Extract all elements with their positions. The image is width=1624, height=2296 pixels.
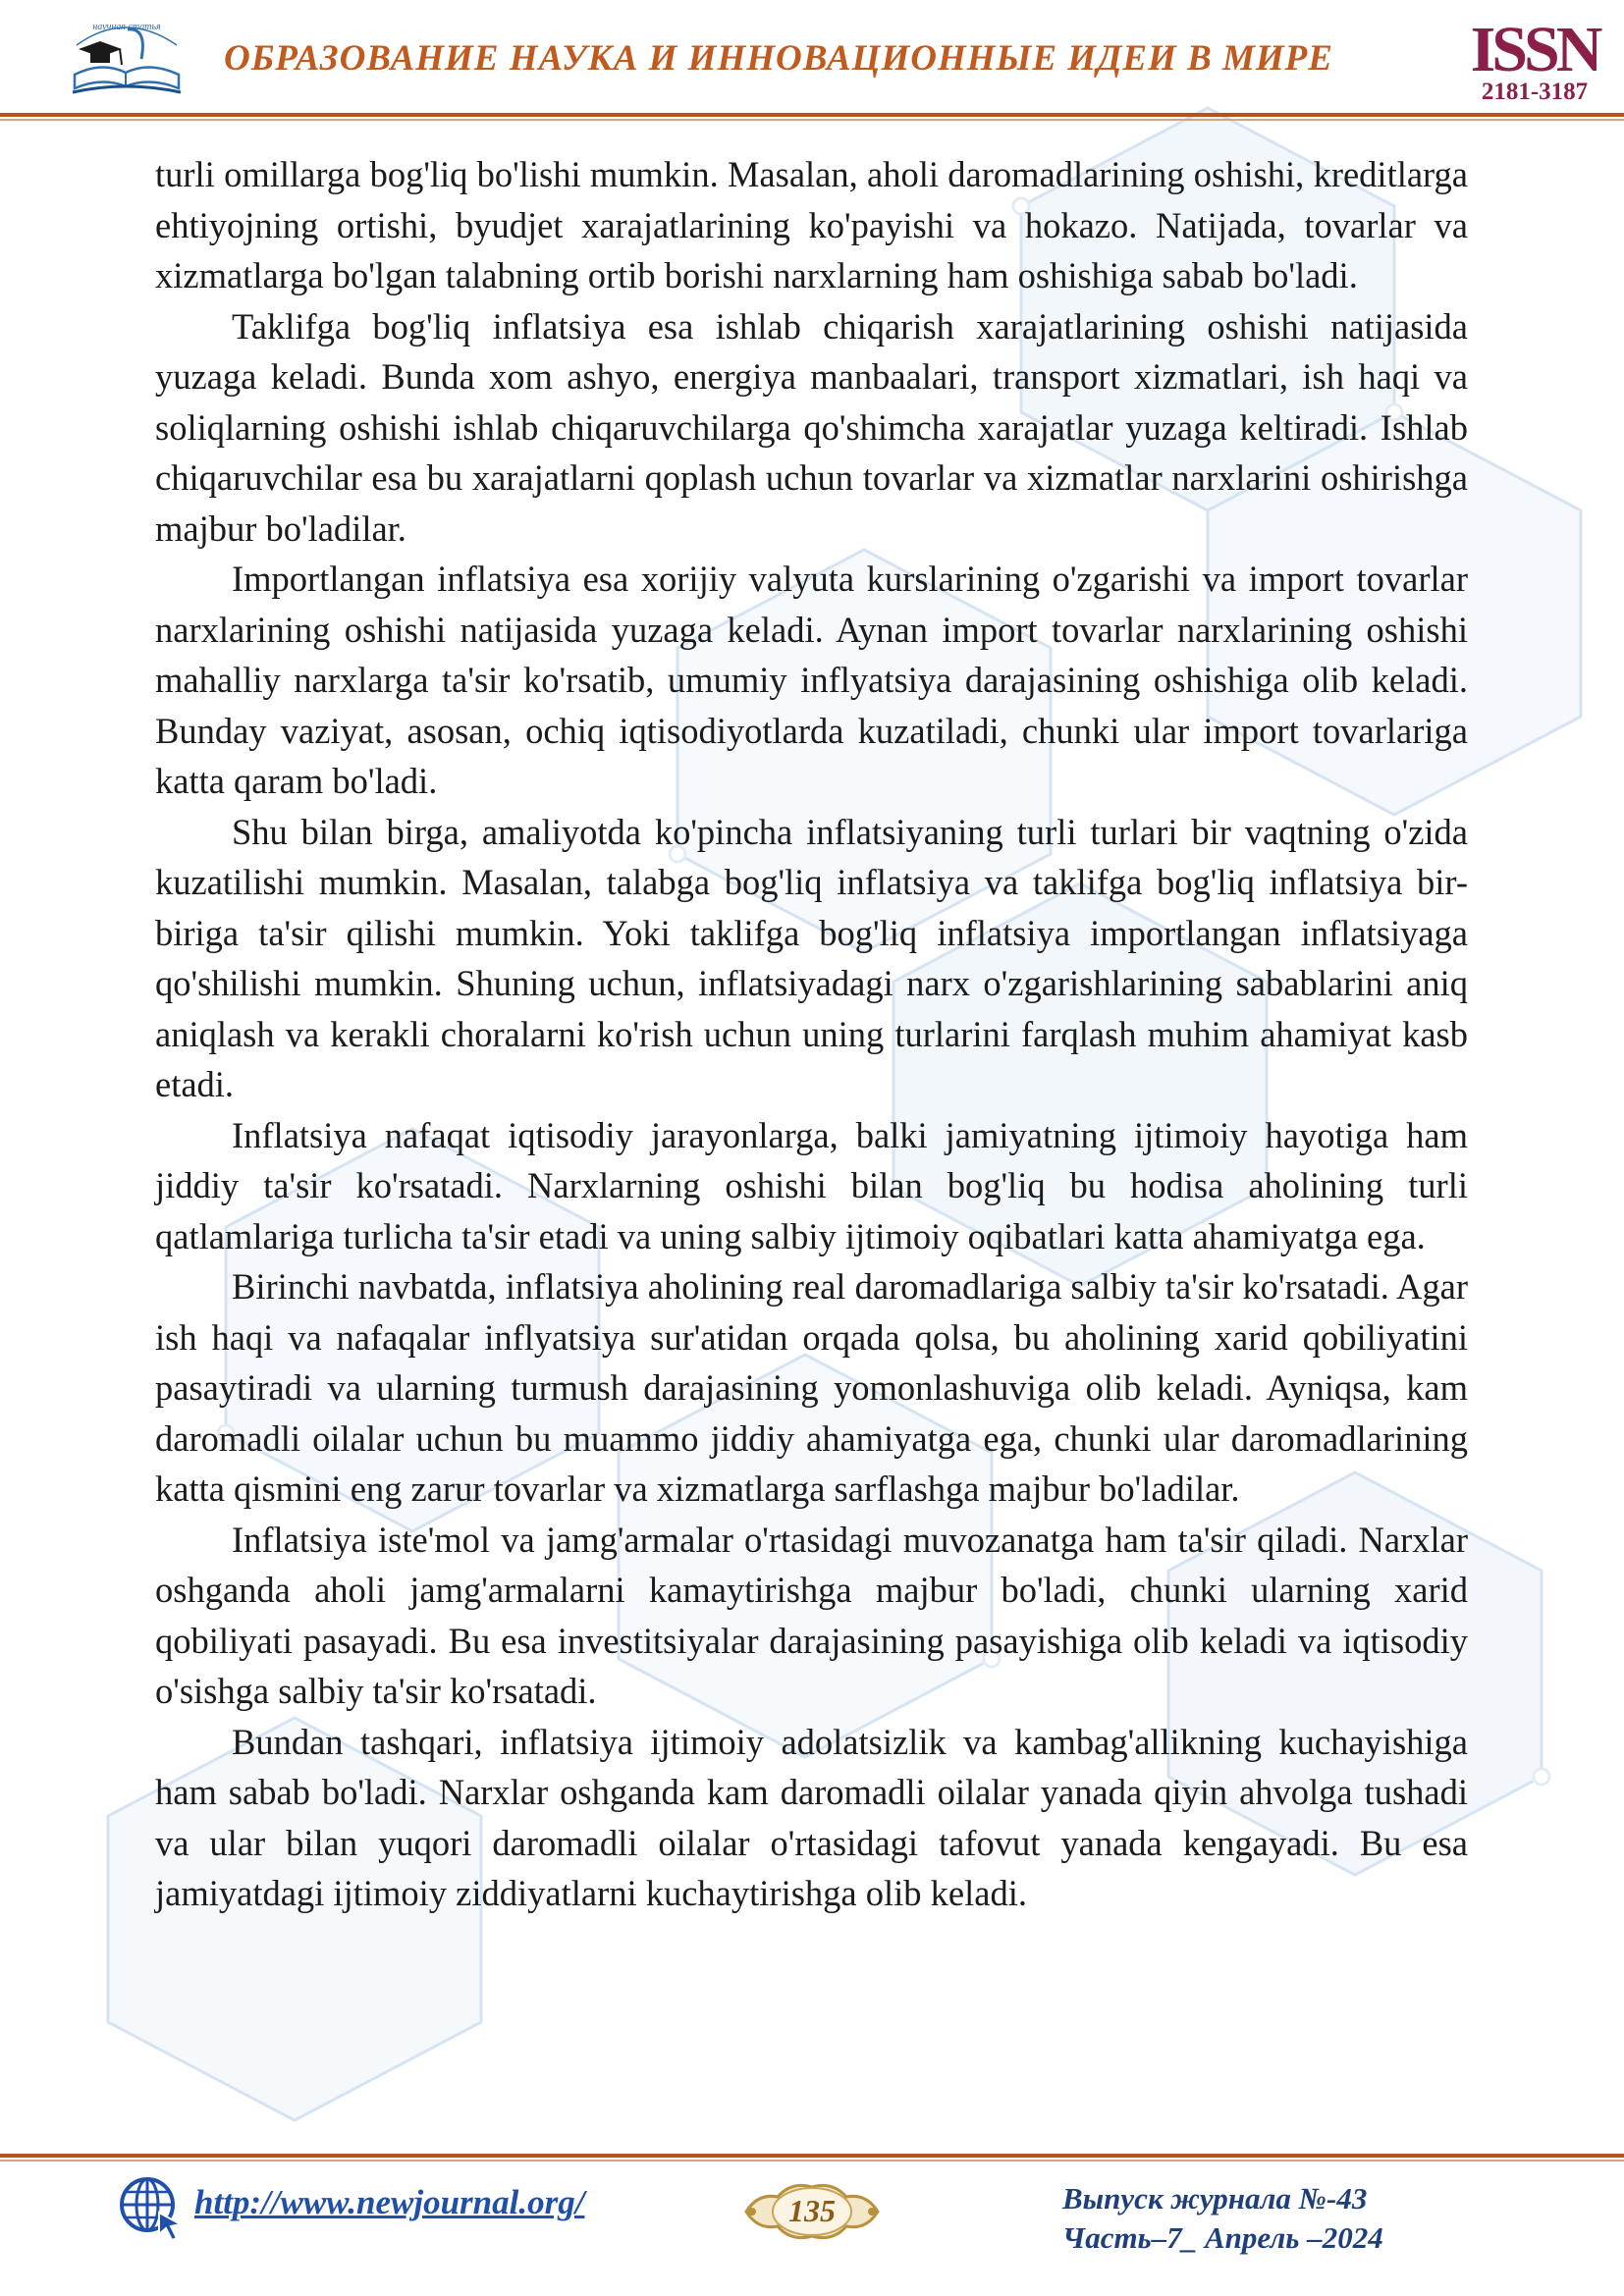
paragraph-6: Birinchi navbatda, inflatsiya aholining real daromadlariga salbiy ta'sir ko'rsatadi. Agar ish haqi va nafaqalar inflyatsiya sur'atidan orqada qolsa, bu aholining xarid qobiliyatini pasaytiradi va ularning turmush darajasining yomonlashuviga olib keladi. Ayniqsa, kam daromadli oilalar uchun bu muammo jiddiy ahamiyatga ega, chunki ular daromadlarining katta qismini eng zarur tovarlar va xizmatlarga sarflashga majbur bo'ladilar.: [155, 1266, 1468, 1509]
issn-number: 2181-3187: [1481, 79, 1589, 105]
graduation-book-logo-icon: [67, 16, 187, 98]
paragraph-2: Taklifga bog'liq inflatsiya esa ishlab chiqarish xarajatlarining oshishi natijasida yuzaga keladi. Bunda xom ashyo, energiya manbaalari, transport xizmatlari, ish haqi va soliqlarning oshishi ishlab chiqaruvchilarga qo'shimcha xarajatlar yuzaga keltiradi. Ishlab chiqaruvchilar esa bu xarajatlarni qoplash uchun tovarlar va xizmatlar narxlarini oshirishga majbur bo'ladilar.: [155, 305, 1468, 549]
issn-logo-text: ISSN: [1470, 16, 1599, 77]
journal-url-link[interactable]: http://www.newjournal.org/: [194, 2183, 585, 2221]
journal-title: ОБРАЗОВАНИЕ НАУКА И ИННОВАЦИОННЫЕ ИДЕИ В МИРЕ: [224, 38, 1333, 79]
page-footer: [0, 2140, 1624, 2296]
page-number: 135: [788, 2193, 836, 2228]
paragraph-7: Inflatsiya iste'mol va jamg'armalar o'rtasidagi muvozanatga ham ta'sir qiladi. Narxlar oshganda aholi jamg'armalarni kamaytirishga majbur bo'ladi, chunki ularning xarid qobiliyati pasayadi. Bu esa investitsiyalar darajasining pasayishiga olib keladi va iqtisodiy o'sishga salbiy ta'sir ko'rsatadi.: [155, 1519, 1468, 1711]
part-line: Часть–7_ Апрель –2024: [1062, 2220, 1383, 2255]
footer-rule-thin: [0, 2160, 1624, 2162]
footer-rule: [0, 2154, 1624, 2158]
globe-cursor-icon: [116, 2173, 185, 2242]
issn-logo-icon: [1467, 16, 1602, 77]
paragraph-8: Bundan tashqari, inflatsiya ijtimoiy adolatsizlik va kambag'allikning kuchayishiga ham sabab bo'ladi. Narxlar oshganda kam daromadli oilalar yanada qiyin ahvolga tushadi va ular bilan yuqori daromadli oilalar o'rtasidagi tafovut yanada kengayadi. Bu esa jamiyatdagi ijtimoiy ziddiyatlarni kuchaytirishga olib keladi.: [155, 1721, 1468, 1913]
header-rule: [0, 113, 1624, 117]
paragraph-5: Inflatsiya nafaqat iqtisodiy jarayonlarga, balki jamiyatning ijtimoiy hayotiga ham jiddiy ta'sir ko'rsatadi. Narxlarning oshishi bilan bog'liq bu hodisa aholining turli qatlamlariga turlicha ta'sir etadi va uning salbiy ijtimoiy oqibatlari katta ahamiyatga ega.: [155, 1114, 1468, 1256]
paragraph-1: turli omillarga bog'liq bo'lishi mumkin. Masalan, aholi daromadlarining oshishi, kreditlarga ehtiyojning ortishi, byudjet xarajatlarining ko'payishi va hokazo. Natijada, tovarlar va xizmatlarga bo'lgan talabning ortib borishi narxlarning ham oshishiga sabab bo'ladi.: [155, 154, 1468, 295]
paragraph-4: Shu bilan birga, amaliyotda ko'pincha inflatsiyaning turli turlari bir vaqtning o'zida kuzatilishi mumkin. Masalan, talabga bog'liq inflatsiya va taklifga bog'liq inflatsiya bir-biriga ta'sir qilishi mumkin. Yoki taklifga bog'liq inflatsiya importlangan inflatsiyaga qo'shilishi mumkin. Shuning uchun, inflatsiyadagi narx o'zgarishlarining sabablarini aniq aniqlash va kerakli choralarni ko'rish uchun uning turlarini farqlash muhim ahamiyat kasb etadi.: [155, 811, 1468, 1104]
header-rule-thin: [0, 119, 1624, 121]
issue-info: [1062, 2179, 1383, 2258]
page-header: [0, 0, 1624, 123]
issue-line: Выпуск журнала №-43: [1062, 2181, 1368, 2216]
article-body: [155, 149, 1468, 1919]
paragraph-3: Importlangan inflatsiya esa xorijiy valyuta kurslarining o'zgarishi va import tovarlar narxlarining oshishi natijasida yuzaga keladi. Aynan import tovarlar narxlarining oshishi mahalliy narxlarga ta'sir ko'rsatib, umumiy inflyatsiya darajasining oshishiga olib keladi. Bunday vaziyat, asosan, ochiq iqtisodiyotlarda kuzatiladi, chunki ular import tovarlariga katta qaram bo'ladi.: [155, 559, 1468, 801]
logo-arc-text: научная статья: [92, 22, 161, 32]
